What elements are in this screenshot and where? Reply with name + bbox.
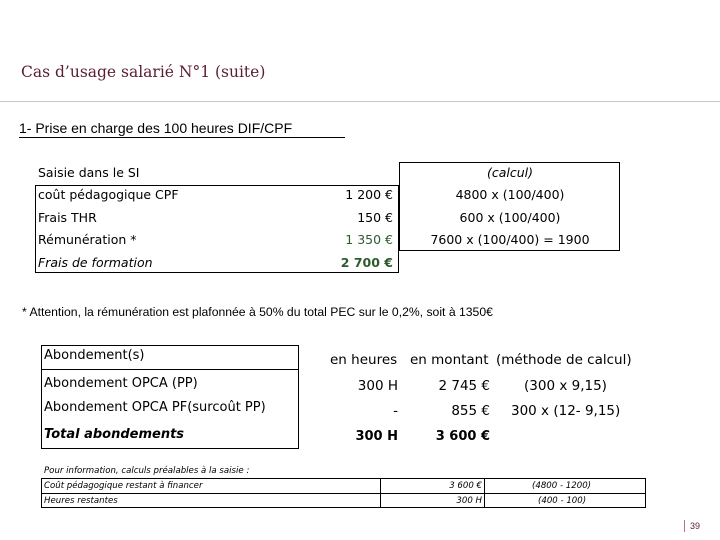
table1-row-value: 150 € [357,209,393,225]
table1-row-label: Frais THR [38,209,97,225]
table1-row-label: Rémunération * [38,232,137,248]
table3-row-calc: (400 - 100) [538,496,587,506]
table2-row-hours: 300 H [357,378,398,394]
table2-row-hours: - [393,403,398,419]
table2-row-method: 300 x (12- 9,15) [511,403,621,419]
table3-intro: Pour information, calculs préalables à la saisie : [44,466,250,476]
table2-header-amount: en montant [410,352,489,368]
table2-total-label: Total abondements [44,427,185,442]
table1-row-value: 1 350 € [345,232,393,248]
page-number: 39 [690,521,701,531]
table3-col-divider [484,478,485,508]
table1-row-label: Frais de formation [38,254,153,270]
table3-col-divider [380,478,381,508]
section-heading-underline [19,137,345,138]
table3-row-label: Heures restantes [44,496,118,506]
table3-row-label: Coût pédagogique restant à financer [44,481,203,491]
table3-row-calc: (4800 - 1200) [532,481,592,491]
table2-header-label: Abondement(s) [44,348,145,363]
table1-total-value: 2 700 € [340,254,393,270]
table1-row-label: coût pédagogique CPF [38,187,179,203]
table2-row-label: Abondement OPCA PF(surcoût PP) [44,400,266,415]
table1-header-label: Saisie dans le SI [38,165,140,180]
table2-row-label: Abondement OPCA (PP) [44,376,198,391]
table1-calc-cell: 7600 x (100/400) = 1900 [430,232,590,248]
title-divider [0,101,720,102]
table2-header-method: (méthode de calcul) [496,352,632,368]
table2-total-hours: 300 H [355,429,398,444]
remuneration-note: * Attention, la rémunération est plafonnée à 50% du total PEC sur le 0,2%, soit à 1350€ [22,305,493,319]
table1-row [35,229,399,251]
table3-row-divider [41,493,646,494]
table1 [35,162,399,274]
table1-row [35,184,399,206]
table3-row-value: 3 600 € [449,481,482,491]
table2-row-amount: 2 745 € [438,378,490,394]
table1-row [35,252,399,274]
table1-header-row [35,162,399,184]
table1-row [35,207,399,229]
table1-calc-cell: 4800 x (100/400) [455,187,565,203]
table1-row-value: 1 200 € [345,187,393,203]
table2-total-amount: 3 600 € [435,429,490,444]
table1-calc-column [400,162,620,252]
table3-row-value: 300 H [456,496,482,506]
table2-row-method: (300 x 9,15) [524,378,607,394]
table2-row-amount: 855 € [451,403,490,419]
page-number-bar [684,520,685,532]
slide-title: Cas d’usage salarié N°1 (suite) [21,63,266,81]
table2-header-hours: en heures [330,352,398,368]
section-heading: 1- Prise en charge des 100 heures DIF/CPF [19,120,293,136]
table1-calc-header: (calcul) [486,165,534,180]
table1-calc-cell: 600 x (100/400) [459,209,561,225]
